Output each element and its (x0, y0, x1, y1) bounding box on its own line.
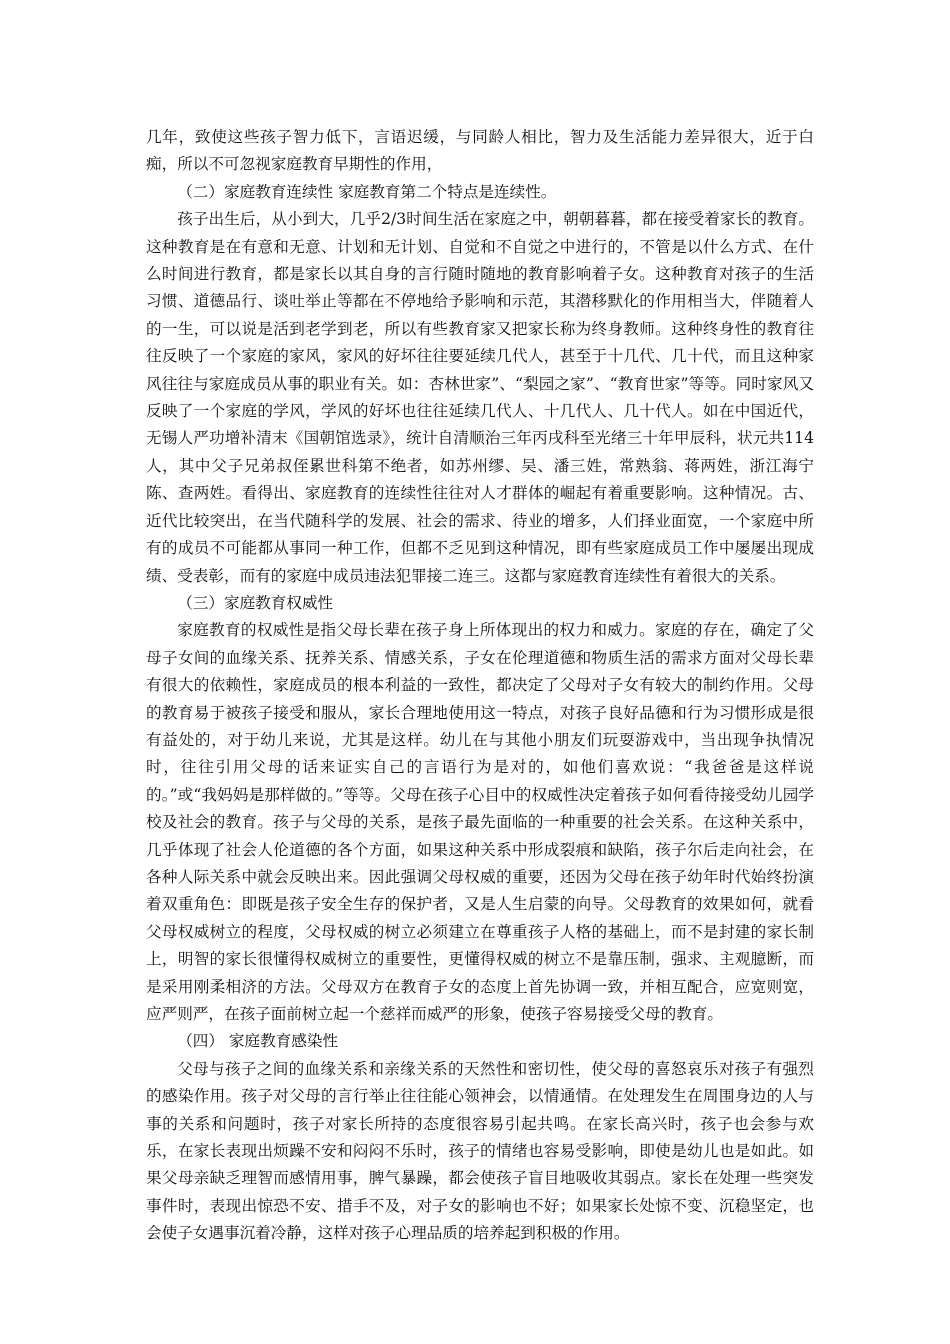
document-page (146, 124, 814, 1248)
paragraph-influence: 父母与孩子之间的血缘关系和亲缘关系的天然性和密切性，使父母的喜怒哀乐对孩子有强烈的感染作用。孩子对父母的言行举止往往能心领神会，以情通情。在处理发生在周围身边的人与事的关系和问题时，孩子对家长所持的态度很容易引起共鸣。在家长高兴时，孩子也会参与欢乐，在家长表现出烦躁不安和闷闷不乐时，孩子的情绪也容易受影响，即使是幼儿也是如此。如果父母亲缺乏理智而感情用事，脾气暴躁，都会使孩子盲目地吸收其弱点。家长在处理一些突发事件时，表现出惊恐不安、措手不及，对子女的影响也不好；如果家长处惊不变、沉稳坚定，也会使子女遇事沉着冷静，这样对孩子心理品质的培养起到积极的作用。 (146, 1059, 814, 1243)
heading-influence: （四） 家庭教育感染性 (177, 1032, 339, 1051)
heading-authority: （三）家庭教育权威性 (177, 593, 334, 612)
paragraph-early-education-tail: 几年，致使这些孩子智力低下，言语迟缓，与同龄人相比，智力及生活能力差异很大，近于白痴，所以不可忽视家庭教育早期性的作用， (146, 128, 814, 174)
paragraph-continuity: 孩子出生后，从小到大，几乎2/3时间生活在家庭之中，朝朝暮暮，都在接受着家长的教育。这种教育是在有意和无意、计划和无计划、自觉和不自觉之中进行的，不管是以什么方式、在什么时间进行教育，都是家长以其自身的言行随时随地的教育影响着子女。这种教育对孩子的生活习惯、道德品行、谈吐举止等都在不停地给予影响和示范，其潜移默化的作用相当大，伴随着人的一生，可以说是活到老学到老，所以有些教育家又把家长称为终身教师。这种终身性的教育往往反映了一个家庭的家风，家风的好坏往往要延续几代人，甚至于十几代、几十代，而且这种家风往往与家庭成员从事的职业有关。如：杏林世家”、“梨园之家”、“教育世家”等等。同时家风又反映了一个家庭的学风，学风的好坏也往往延续几代人、十几代人、几十代人。如在中国近代，无锡人严功增补清末《国朝馆选录》，统计自清顺治三年丙戌科至光绪三十年甲辰科，状元共114人，其中父子兄弟叔侄累世科第不绝者，如苏州缪、吴、潘三姓，常熟翁、蒋两姓，浙江海宁陈、查两姓。看得出、家庭教育的连续性往往对人才群体的崛起有着重要影响。这种情况。古、近代比较突出，在当代随科学的发展、社会的需求、待业的增多，人们择业面宽，一个家庭中所有的成员不可能都从事同一种工作，但都不乏见到这种情况，即有些家庭成员工作中屡屡出现成绩、受表彰，而有的家庭中成员违法犯罪接二连三。这都与家庭教育连续性有着很大的关系。 (146, 210, 814, 585)
paragraph-authority: 家庭教育的权威性是指父母长辈在孩子身上所体现出的权力和威力。家庭的存在，确定了父母子女间的血缘关系、抚养关系、情感关系，子女在伦理道德和物质生活的需求方面对父母长辈有很大的依赖性，家庭成员的根本利益的一致性，都决定了父母对子女有较大的制约作用。父母的教育易于被孩子接受和服从，家长合理地使用这一特点，对孩子良好品德和行为习惯形成是很有益处的，对于幼儿来说，尤其是这样。幼儿在与其他小朋友们玩耍游戏中，当出现争执情况时，往往引用父母的话来证实自己的言语行为是对的，如他们喜欢说：“我爸爸是这样说的。”或“我妈妈是那样做的。”等等。父母在孩子心目中的权威性决定着孩子如何看待接受幼儿园学校及社会的教育。孩子与父母的关系，是孩子最先面临的一种重要的社会关系。在这种关系中，几乎体现了社会人伦道德的各个方面，如果这种关系中形成裂痕和缺陷，孩子尔后走向社会，在各种人际关系中就会反映出来。因此强调父母权威的重要，还因为父母在孩子幼年时代始终扮演着双重角色：即既是孩子安全生存的保护者，又是人生启蒙的向导。父母教育的效果如何，就看父母权威树立的程度，父母权威的树立必须建立在尊重孩子人格的基础上，而不是封建的家长制上，明智的家长很懂得权威树立的重要性，更懂得权威的树立不是靠压制，强求、主观臆断，而是采用刚柔相济的方法。父母双方在教育子女的态度上首先协调一致，并相互配合，应宽则宽，应严则严，在孩子面前树立起一个慈祥而威严的形象，使孩子容易接受父母的教育。 (146, 621, 814, 1023)
heading-continuity: （二）家庭教育连续性 家庭教育第二个特点是连续性。 (177, 182, 557, 201)
